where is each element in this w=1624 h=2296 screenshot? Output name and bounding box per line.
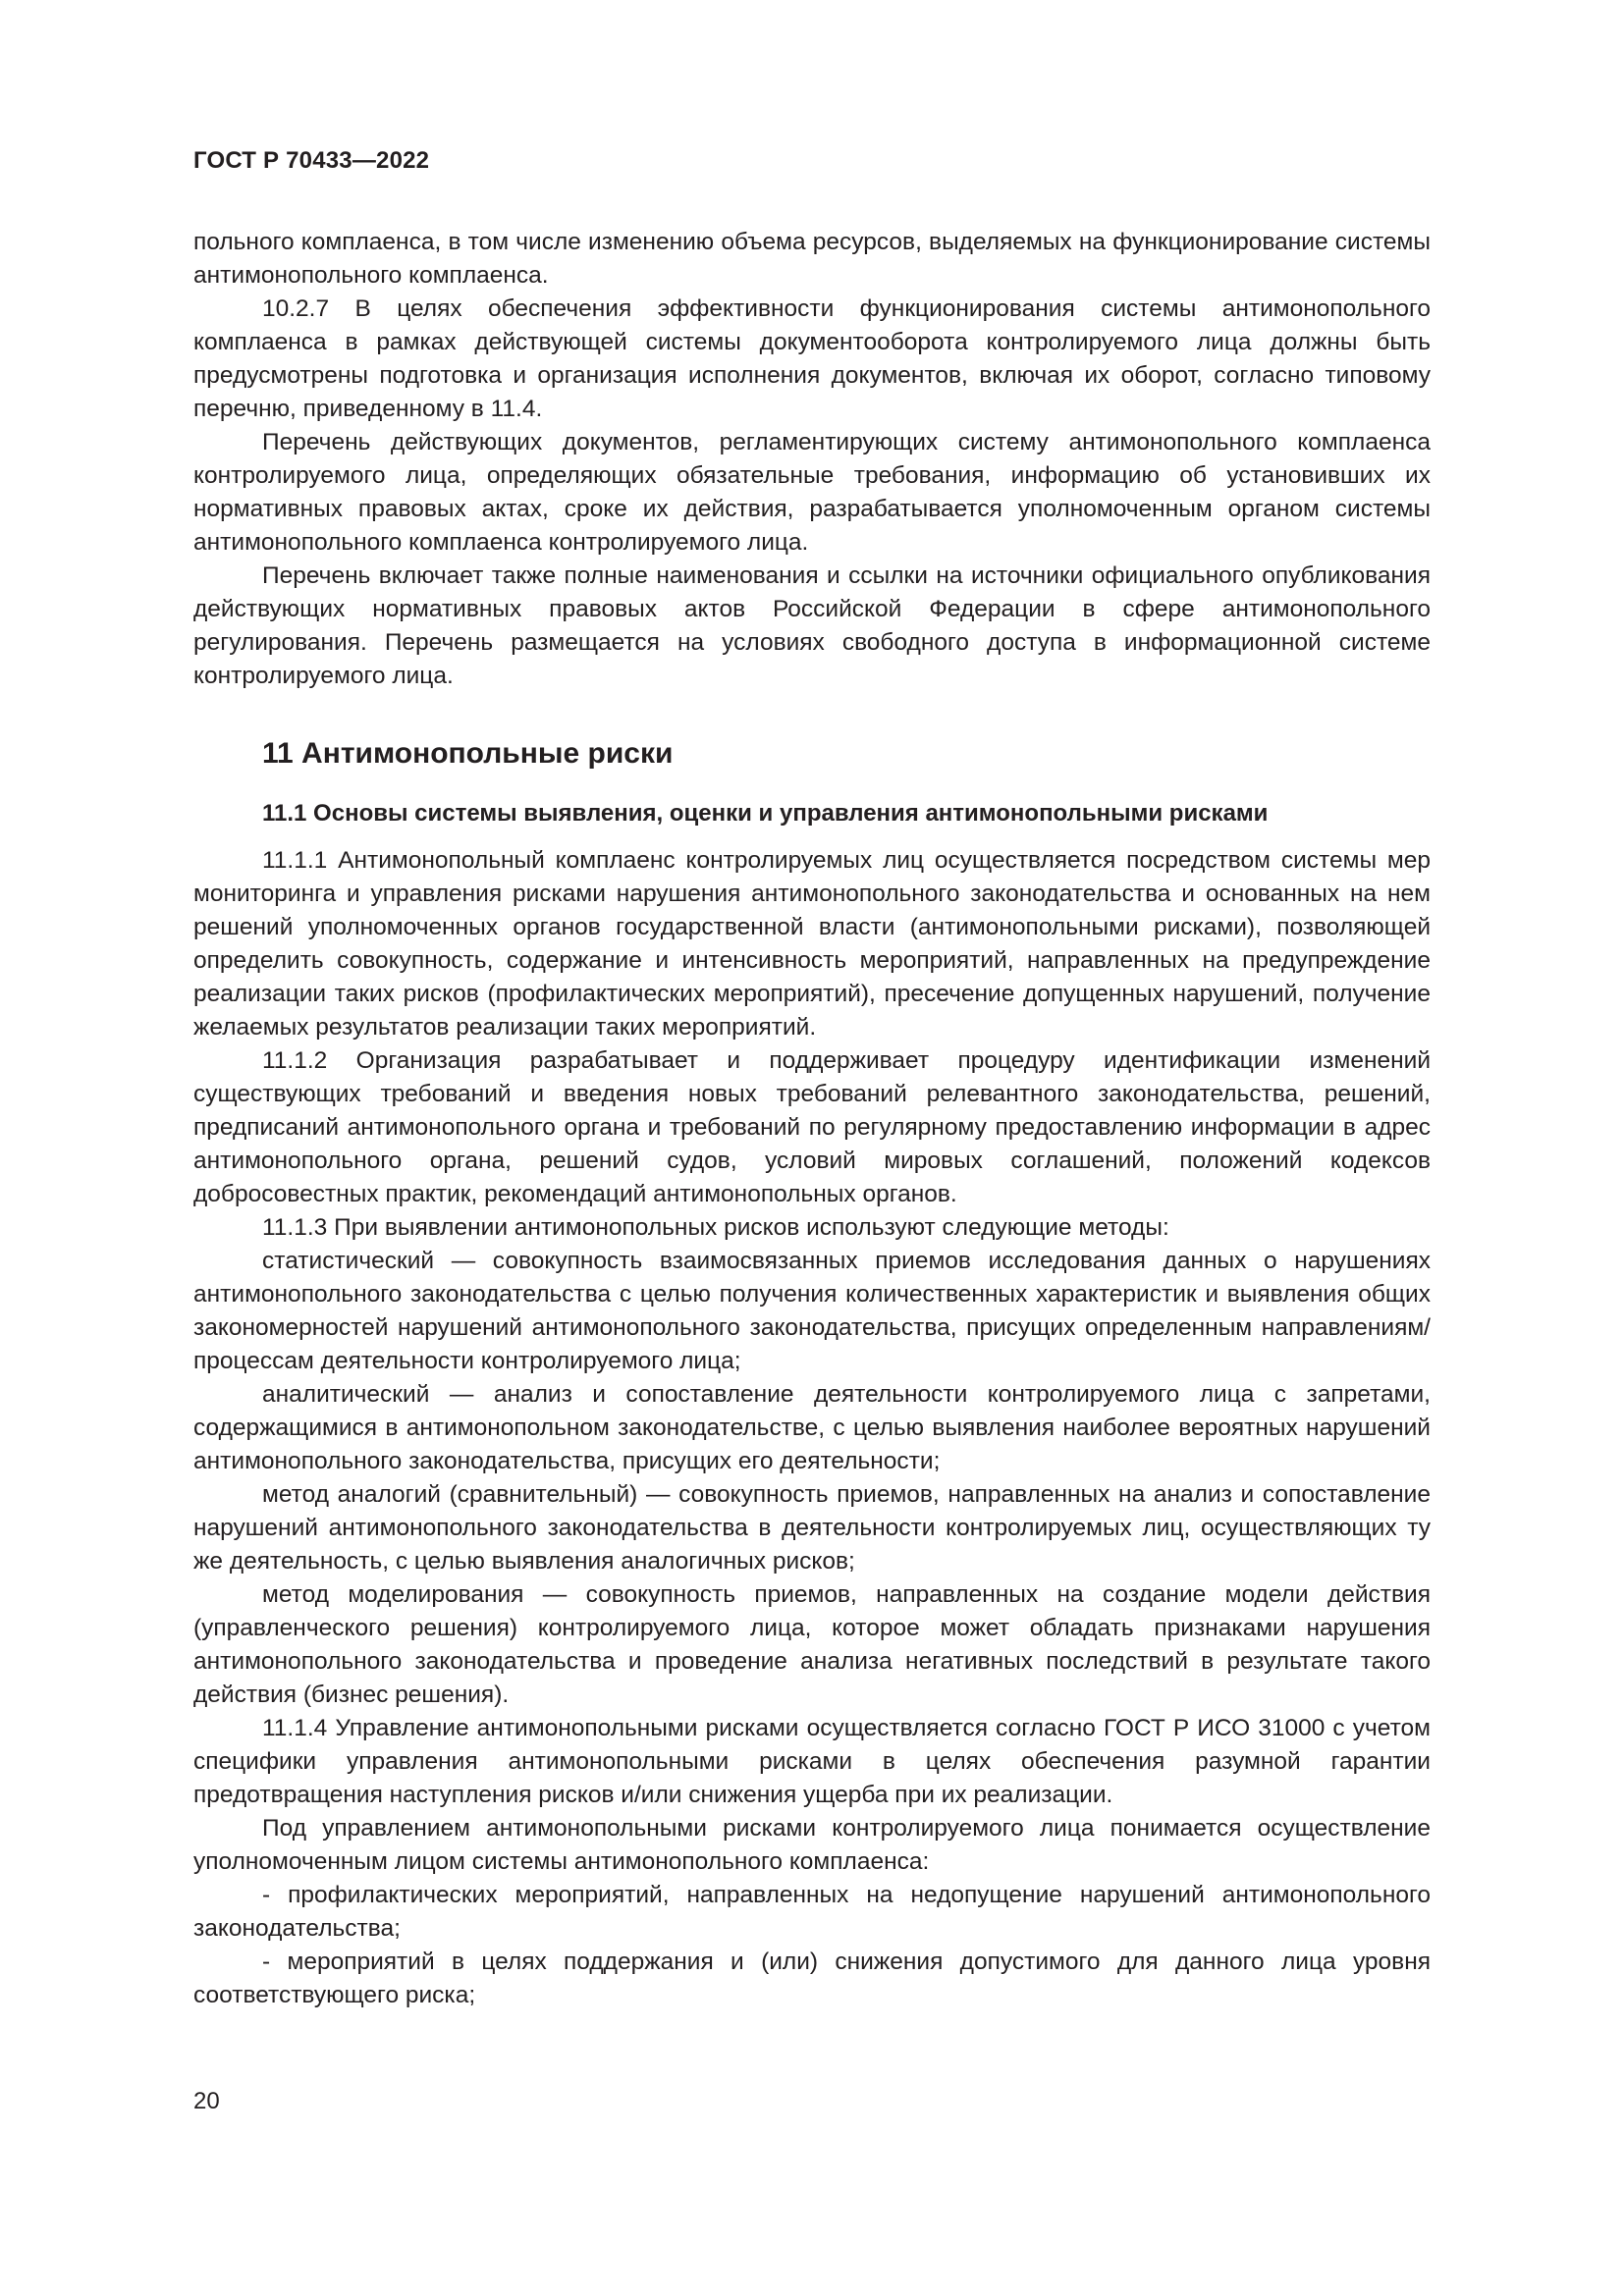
paragraph-11-1-2: 11.1.2 Организация разрабатывает и поддерживает процедуру идентификации изменений существующих требований и введения новых требований релевантного законодательства, решений, предписаний антимонопольного органа и требований по регулярному предоставлению информации в адрес антимонопольного органа, решений судов, условий мировых соглашений, положений кодексов добросовестных практик, рекомендаций антимонопольных органов.: [193, 1047, 1431, 1207]
document-body: [193, 226, 1431, 2012]
paragraph-11-1-4: 11.1.4 Управление антимонопольными рисками осуществляется согласно ГОСТ Р ИСО 31000 с учетом специфики управления антимонопольными рисками в целях обеспечения разумной гарантии предотвращения наступления рисков и/или снижения ущерба при их реализации.: [193, 1715, 1431, 1808]
paragraph-document-list: Перечень действующих документов, регламентирующих систему антимонопольного комплаенса контролируемого лица, определяющих обязательные требования, информацию об установивших их нормативных правовых актах, сроке их действия, разрабатывается уполномоченным органом системы антимонопольного комплаенса контролируемого лица.: [193, 429, 1431, 556]
subsection-title: 11.1 Основы системы выявления, оценки и управления антимонопольными рисками: [262, 800, 1269, 827]
page-number: 20: [193, 2088, 220, 2114]
paragraph-method-modeling: метод моделирования — совокупность приемов, направленных на создание модели действия (управленческого решения) контролируемого лица, которое может обладать признаками нарушения антимонопольного законодательства и проведение анализа негативных последствий в результате такого действия (бизнес решения).: [193, 1581, 1431, 1708]
paragraph-method-analogies: метод аналогий (сравнительный) — совокупность приемов, направленных на анализ и сопоставление нарушений антимонопольного законодательства в деятельности контролируемых лиц, осуществляющих ту же деятельность, с целью выявления аналогичных рисков;: [193, 1481, 1431, 1575]
list-item-risk-level-measures: - мероприятий в целях поддержания и (или) снижения допустимого для данного лица уровня соответствующего риска;: [193, 1949, 1431, 2008]
paragraph-method-analytical: аналитический — анализ и сопоставление деятельности контролируемого лица с запретами, содержащимися в антимонопольном законодательстве, с целью выявления наиболее вероятных нарушений антимонопольного законодательства, присущих его деятельности;: [193, 1381, 1431, 1474]
paragraph-list-contents: Перечень включает также полные наименования и ссылки на источники официального опубликования действующих нормативных правовых актов Российской Федерации в сфере антимонопольного регулирования. Перечень размещается на условиях свободного доступа в информационной системе контролируемого лица.: [193, 562, 1431, 689]
paragraph-risk-management: Под управлением антимонопольными рисками контролируемого лица понимается осуществление уполномоченным лицом системы антимонопольного комплаенса:: [193, 1815, 1431, 1875]
paragraph-method-statistical: статистический — совокупность взаимосвязанных приемов исследования данных о нарушениях антимонопольного законодательства с целью получения количественных характеристик и выявления общих закономерностей нарушений антимонопольного законодательства, присущих определенным направлениям/процессам деятельности контролируемого лица;: [193, 1248, 1431, 1374]
list-item-preventive-measures: - профилактических мероприятий, направленных на недопущение нарушений антимонопольного законодательства;: [193, 1882, 1431, 1942]
document-code-header: ГОСТ Р 70433—2022: [193, 147, 430, 174]
paragraph-11-1-1: 11.1.1 Антимонопольный комплаенс контролируемых лиц осуществляется посредством системы мер мониторинга и управления рисками нарушения антимонопольного законодательства и основанных на нем решений уполномоченных органов государственной власти (антимонопольными рисками), позволяющей определить совокупность, содержание и интенсивность мероприятий, направленных на предупреждение реализации таких рисков (профилактических мероприятий), пресечение допущенных нарушений, получение желаемых результатов реализации таких мероприятий.: [193, 847, 1431, 1041]
section-title: 11 Антимонопольные риски: [262, 737, 674, 770]
paragraph-10-2-7: 10.2.7 В целях обеспечения эффективности функционирования системы антимонопольного комплаенса в рамках действующей системы документооборота контролируемого лица должны быть предусмотрены подготовка и организация исполнения документов, включая их оборот, согласно типовому перечню, приведенному в 11.4.: [193, 295, 1431, 422]
paragraph-continuation: польного комплаенса, в том числе изменению объема ресурсов, выделяемых на функционирование системы антимонопольного комплаенса.: [193, 229, 1431, 289]
paragraph-11-1-3: 11.1.3 При выявлении антимонопольных рисков используют следующие методы:: [262, 1214, 1169, 1241]
